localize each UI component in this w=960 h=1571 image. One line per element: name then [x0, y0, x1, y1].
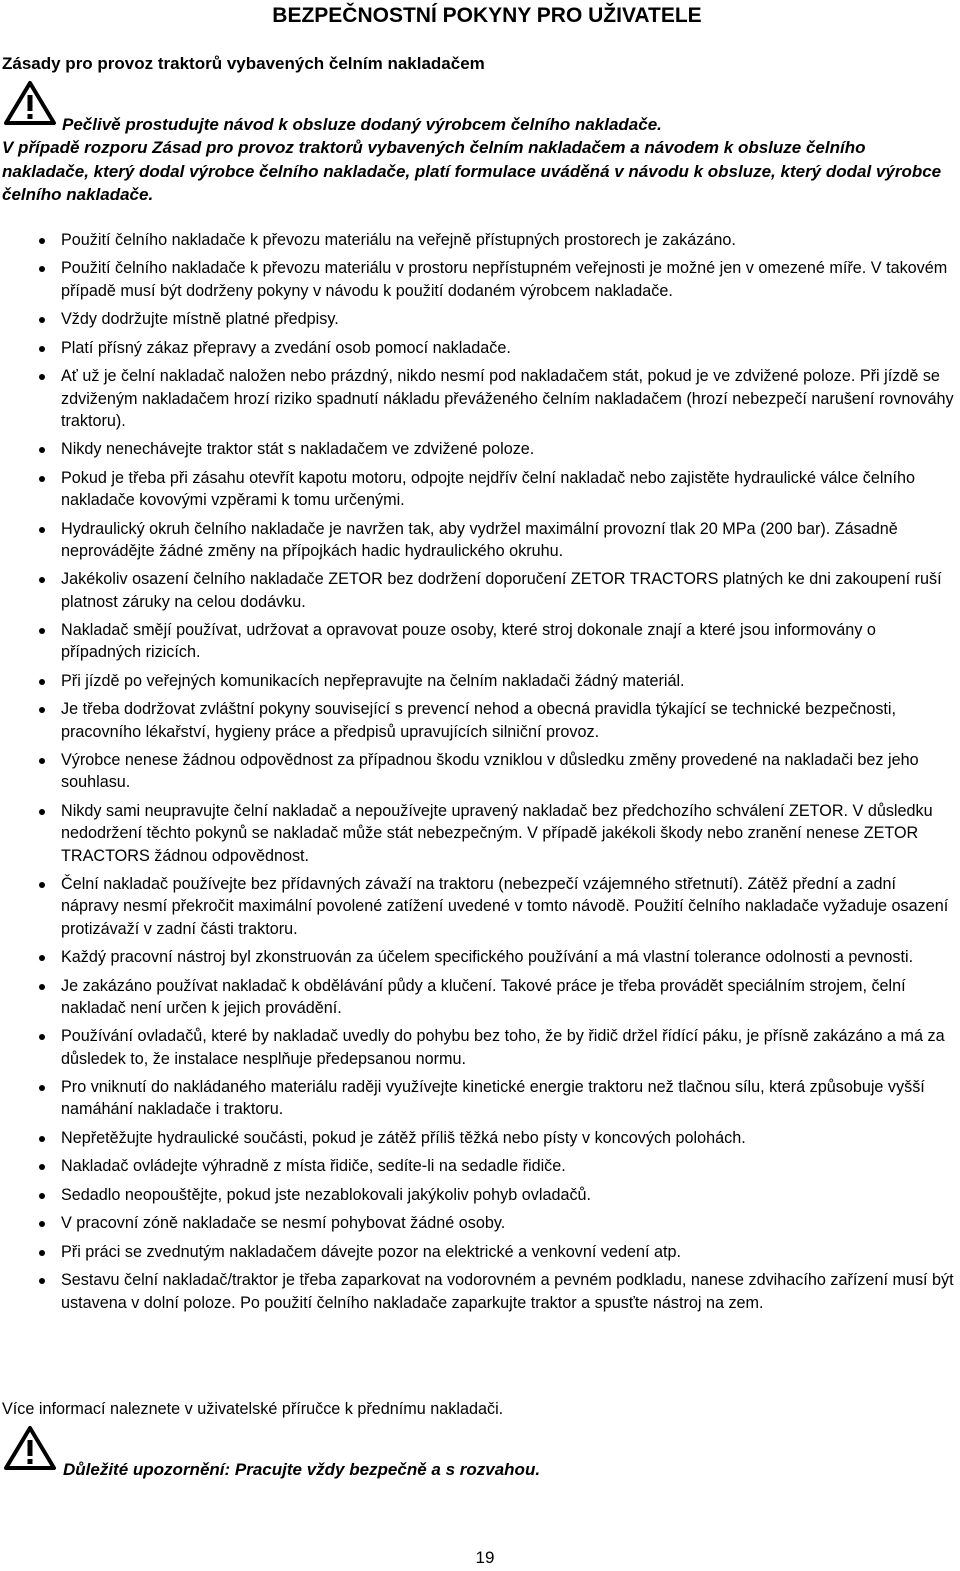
rule-text: Hydraulický okruh čelního nakladače je navržen tak, aby vydržel maximální provozní tlak 20 MPa (200 bar). Zásadně neprovádějte žádné změny na přípojkách hadic hydraulického okruhu. [61, 519, 898, 560]
bullet-icon [39, 679, 45, 685]
rule-text: Pro vniknutí do nakládaného materiálu raději využívejte kinetické energie traktoru než tlačnou sílu, která způsobuje vyšší namáhání nakladače i traktoru. [61, 1078, 925, 1119]
rule-text: Platí přísný zákaz přepravy a zvedání osob pomocí nakladače. [61, 338, 511, 357]
rule-item [0, 800, 960, 867]
rule-item [0, 749, 960, 794]
rule-item [0, 308, 960, 330]
warning-triangle-icon [3, 1425, 57, 1471]
bullet-icon [39, 447, 45, 453]
rule-text: Jakékoliv osazení čelního nakladače ZETOR bez dodržení doporučení ZETOR TRACTORS platných ke dni zakoupení ruší platnost záruky na celou dodávku. [61, 570, 942, 611]
bullet-icon [39, 984, 45, 990]
rule-text: Sedadlo neopouštějte, pokud jste nezablokovali jakýkoliv pohyb ovladačů. [61, 1185, 592, 1204]
rule-item [0, 365, 960, 432]
bullet-icon [39, 1034, 45, 1040]
rule-item [0, 619, 960, 664]
rule-item [0, 873, 960, 940]
bullet-icon [39, 1221, 45, 1227]
more-info-text: Více informací naleznete v uživatelské příručce k přednímu nakladači. [2, 1400, 504, 1418]
bullet-icon [39, 577, 45, 583]
bullet-icon [39, 1193, 45, 1199]
bullet-icon [39, 1164, 45, 1170]
rule-item [0, 1241, 960, 1263]
bullet-icon [39, 707, 45, 713]
rule-text: V pracovní zóně nakladače se nesmí pohybovat žádné osoby. [61, 1214, 506, 1233]
rule-item [0, 1155, 960, 1177]
bullet-icon [39, 476, 45, 482]
rule-text: Používání ovladačů, které by nakladač uvedly do pohybu bez toho, že by řidič držel řídící páku, je přísně zakázáno a má za důsledek to, že instalace nesplňuje předepsanou normu. [61, 1027, 945, 1068]
rule-item [0, 438, 960, 460]
rule-text: Čelní nakladač používejte bez přídavných závaží na traktoru (nebezpečí vzájemného střetnutí). Zátěž přední a zadní nápravy nesmí překročit maximální povolené zatížení uvedené v tomto návodě. Použití čelního nakladače vyžaduje osazení protizávaží v zadní části traktoru. [61, 875, 949, 938]
bullet-icon [39, 1250, 45, 1256]
rule-item [0, 1212, 960, 1234]
intro-lead: Pečlivě prostudujte návod k obsluze dodaný výrobcem čelního nakladače. [62, 115, 662, 134]
rule-text: Nepřetěžujte hydraulické součásti, pokud je zátěž příliš těžká nebo písty v koncových polohách. [61, 1128, 746, 1147]
bullet-icon [39, 346, 45, 352]
rule-item [0, 467, 960, 512]
bullet-icon [39, 758, 45, 764]
rule-item [0, 975, 960, 1020]
section-title: Zásady pro provoz traktorů vybavených čelním nakladačem [2, 54, 485, 73]
page-title: BEZPEČNOSTNÍ POKYNY PRO UŽIVATELE [272, 4, 702, 27]
intro-text: V případě rozporu Zásad pro provoz traktorů vybavených čelním nakladačem a návodem k obsluze čelního nakladače, který dodal výrobce čelního nakladače, platí formulace uváděná v návodu k obsluze, který dodal výrobce čelního nakladače. [2, 138, 942, 204]
rule-text: Nikdy nenechávejte traktor stát s nakladačem ve zdvižené poloze. [61, 440, 535, 459]
rule-item [0, 698, 960, 743]
rule-item [0, 1184, 960, 1206]
rule-text: Výrobce nenese žádnou odpovědnost za případnou škodu vzniklou v důsledku změny provedené na nakladači bez jeho souhlasu. [61, 751, 919, 792]
rule-item [0, 568, 960, 613]
page-number: 19 [475, 1548, 495, 1567]
rule-item [0, 1025, 960, 1070]
rule-item [0, 518, 960, 563]
rule-item [0, 257, 960, 302]
bullet-icon [39, 1136, 45, 1142]
bullet-icon [39, 266, 45, 272]
rule-item [0, 1127, 960, 1149]
rule-text: Každý pracovní nástroj byl zkonstruován za účelem specifického používání a má vlastní tolerance odolnosti a pevnosti. [61, 948, 914, 967]
rule-text: Vždy dodržujte místně platné předpisy. [61, 310, 339, 329]
rule-item [0, 229, 960, 251]
bullet-icon [39, 1085, 45, 1091]
rule-text: Ať už je čelní nakladač naložen nebo prázdný, nikdo nesmí pod nakladačem stát, pokud je ve zdvižené poloze. Při jízdě se zdviženým nakladačem hrozí riziko spadnutí nákladu převáženého čelním nakladačem (hrozí nebezpečí narušení rovnováhy traktoru). [61, 367, 954, 430]
rule-text: Použití čelního nakladače k převozu materiálu v prostoru nepřístupném veřejnosti je možné jen v omezené míře. V takovém případě musí být dodrženy pokyny v návodu k použití dodaném výrobcem nakladače. [61, 259, 948, 300]
important-notice: Důležité upozornění: Pracujte vždy bezpečně a s rozvahou. [63, 1460, 541, 1479]
bullet-icon [39, 809, 45, 815]
intro-notice [2, 113, 952, 206]
bullet-icon [39, 374, 45, 380]
rule-item [0, 1076, 960, 1121]
rule-text: Nakladač ovládejte výhradně z místa řidiče, sedíte-li na sedadle řidiče. [61, 1157, 566, 1176]
rule-text: Je třeba dodržovat zvláštní pokyny související s prevencí nehod a obecná pravidla týkající se technické bezpečnosti, pracovního lékařství, hygieny práce a předpisů upravujících silniční provoz. [61, 700, 897, 741]
rule-item [0, 1269, 960, 1314]
bullet-icon [39, 955, 45, 961]
rule-text: Je zakázáno používat nakladač k obdělávání půdy a klučení. Takové práce je třeba provádět speciálním strojem, čelní nakladač není určen k jejich provádění. [61, 976, 906, 1017]
safety-rules-list [0, 229, 960, 1320]
rule-text: Nikdy sami neupravujte čelní nakladač a nepoužívejte upravený nakladač bez předchozího schválení ZETOR. V důsledku nedodržení těchto pokynů se nakladač může stát nebezpečným. V případě jakékoli škody nebo zranění nenese ZETOR TRACTORS žádnou odpovědnost. [61, 801, 933, 865]
rule-item [0, 670, 960, 692]
rule-text: Použití čelního nakladače k převozu materiálu na veřejně přístupných prostorech je zakázáno. [61, 231, 736, 249]
bullet-icon [39, 238, 45, 244]
rule-text: Při práci se zvednutým nakladačem dávejte pozor na elektrické a venkovní vedení atp. [61, 1242, 681, 1261]
rule-text: Sestavu čelní nakladač/traktor je třeba zaparkovat na vodorovném a pevném podkladu, nanese zdvihacího zařízení musí být ustavena v dolní poloze. Po použití čelního nakladače zaparkujte traktor a spusťte nástroj na zem. [61, 1271, 954, 1312]
rule-item [0, 946, 960, 968]
bullet-icon [39, 527, 45, 533]
rule-text: Nakladač smějí používat, udržovat a opravovat pouze osoby, které stroj dokonale znají a které jsou informovány o případných rizicích. [61, 621, 876, 662]
rule-text: Pokud je třeba při zásahu otevřít kapotu motoru, odpojte nejdřív čelní nakladač nebo zajistěte hydraulické válce čelního nakladače kovovými vzpěrami k tomu určenými. [61, 468, 915, 510]
bullet-icon [39, 882, 45, 888]
bullet-icon [39, 1278, 45, 1284]
rule-item [0, 337, 960, 359]
bullet-icon [39, 628, 45, 634]
bullet-icon [39, 317, 45, 323]
rule-text: Při jízdě po veřejných komunikacích nepřepravujte na čelním nakladači žádný materiál. [61, 671, 685, 690]
